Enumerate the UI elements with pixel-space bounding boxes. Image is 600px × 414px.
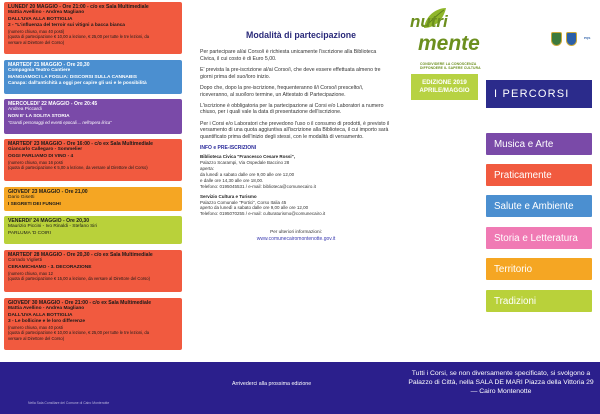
edition-year: EDIZIONE 2019 (422, 79, 467, 86)
event-text: Maurizio Piccini - Ivo Rinaldi - Stefano Siri (8, 224, 98, 230)
participation-section (200, 30, 392, 242)
event-date: MARTEDI' 21 MAGGIO - Ore 20,30 (8, 62, 90, 68)
event-date: VENERDI' 24 MAGGIO - Ore 20,30 (8, 218, 90, 224)
section-title: Modalità di partecipazione (246, 30, 356, 40)
contact-line: Palazzo Comunale "Portici", Corso Italia 45 (200, 199, 287, 205)
event-text: Andrea Piccardi (8, 107, 42, 113)
event-text: (numero chiuso, max 40 posti) (8, 28, 65, 34)
paragraph: L'iscrizione è obbligatoria per la partecipazione ai Corsi e/o Laboratori a numero chiuso, per i quali vale la data di presentazione dell'iscrizione. (200, 102, 384, 116)
event-text: DALL'UVA ALLA BOTTIGLIA (8, 16, 73, 22)
percorso-territorio: Territorio (486, 258, 592, 280)
logo-word-nutri: nutri (410, 12, 448, 31)
event-card (4, 99, 182, 134)
event-text: Canapa: dall'antichità a oggi per capire gli usi e le possibilità (8, 80, 147, 86)
crest-label: PQS (584, 36, 591, 40)
event-text: "Grandi personaggi ed eventi epocali.... nell'opera lirica" (8, 119, 112, 125)
percorso-storia-e-letteratura: Storia e Letteratura (486, 227, 592, 249)
event-text: (numero chiuso, max 16 posti (8, 159, 63, 165)
logo-tagline: CONDIVIDERE LA CONOSCENZA DIFFONDERE IL SAPERE CULTURA (420, 62, 481, 70)
contact-line: e dalle ore 14,30 alle ore 18,00. (200, 177, 264, 183)
percorso-tradizioni: Tradizioni (486, 290, 592, 312)
event-text: NON E' LA SOLITA STORIA (8, 113, 70, 119)
farewell-text: Arrivederci alla prossima edizione (232, 381, 312, 387)
paragraph: Per partecipare al/ai Corso/i è richiesta unicamente l'iscrizione alla Biblioteca Civica, il cui costo è di Euro 5,00. (200, 49, 377, 62)
contact-line: Telefono: 0195070255 / e-mail: culturaturismo@comunecairo.it (200, 211, 326, 217)
event-text: (quota di partecipazione € 5,00 a lezione, da versare al Direttore del Corso) (8, 165, 148, 170)
logo-word-mente: mente (418, 32, 480, 55)
event-card (4, 216, 182, 244)
percorso-musica-e-arte: Musica e Arte (486, 133, 592, 155)
event-text: 2 - "L'influenza del terroir sui vitigni a bacca bianca (8, 22, 125, 28)
event-card (4, 139, 182, 181)
crest-icon (566, 32, 577, 46)
crest-icon (551, 32, 562, 46)
contact-line: Palazzo Scarampi, Via Ospedale Baccino 28 (200, 160, 290, 166)
event-text: (numero chiuso, max 40 posti (8, 324, 63, 330)
percorsi-heading: I PERCORSI (486, 80, 592, 108)
event-text: CERAMICHIAMO - 3. DECORAZIONE (8, 264, 92, 270)
event-text: 3 - Le bollicine e le loro differenze (8, 318, 86, 324)
event-card (4, 250, 182, 292)
event-text: DALL'UVA ALLA BOTTIGLIA (8, 312, 73, 318)
event-text: versare al Direttore del Corso) (8, 335, 65, 341)
contact-line: Telefono: 0195045531 / e-mail: biblioteca@comunecairo.it (200, 183, 316, 189)
event-text: Compagnia Teatro Cantiere (8, 68, 71, 74)
event-date: GIOVEDI' 30 MAGGIO - Ore 21:00 - c/o ex Sala Multimediale (8, 300, 152, 306)
contact-culture-title: Servizio Cultura e Turismo (200, 193, 257, 199)
event-card (4, 2, 182, 54)
event-text: Dario Gisetti (8, 195, 35, 201)
event-text: (quota di partecipazione € 10,00 a lezione, € 25,00 per tutte le tre lezioni, da (8, 34, 150, 40)
info-heading: INFO e PRE-ISCRIZIONI (200, 145, 257, 152)
event-date: MARTEDI' 28 MAGGIO - Ore 20,30 - c/o ex Sala Multimediale (8, 252, 153, 258)
edition-months: APRILE/MAGGIO (419, 86, 470, 94)
event-text: Giancarlo Callegaro - Sommelier (8, 147, 83, 153)
percorso-praticamente: Praticamente (486, 164, 592, 186)
footer-band (0, 362, 600, 414)
event-text: MANGIAMOCI LA FOGLIA: DISCORSI SULLA CANNABIS (8, 74, 137, 80)
event-text: (quota di partecipazione € 15,00 a lezione, da versare al Direttore del Corso) (8, 276, 150, 281)
percorso-salute-e-ambiente: Salute e Ambiente (486, 195, 592, 217)
event-text: PARLUMA 'D COIRI (8, 230, 51, 236)
event-card (4, 298, 182, 350)
event-text: versare al Direttore del Corso) (8, 39, 65, 45)
event-text: Mattia Avellino - Andrea Magliano (8, 306, 85, 312)
footer-small-text: Nella Sala Consiliare del Comune di Cairo Montenotte (28, 401, 110, 405)
contact-line: aperto da lunedì a sabato dalle ore 9,00 alle ore 12,00 (200, 205, 309, 211)
event-card (4, 60, 182, 94)
paragraph: E' prevista la pre-iscrizione al/ai Corso/i, che deve essere effettuata almeno tre giorni prima del suo/loro inizio. (200, 66, 381, 80)
nutrimente-logo (404, 2, 496, 74)
event-text: I SEGRETI DEI FUNGHI (8, 201, 61, 207)
event-text: Mattia Avellino - Andrea Magliano (8, 10, 85, 16)
contact-line: da lunedì a sabato dalle ore 9,00 alle ore 12,00 (200, 171, 295, 177)
contact-line: aperta: (200, 166, 215, 172)
event-date: MARTEDI' 23 MAGGIO - Ore 16:00 - c/o ex Sala Multimediale (8, 141, 154, 147)
event-card (4, 187, 182, 211)
paragraph: Per i Corsi e/o Laboratori che prevedono l'uso o il consumo di prodotti, è previsto il versamento di una quota aggiuntiva all'iscrizione alla Biblioteca, il cui importo sarà quantificato prima dell'inizio degli stessi, con le modalità di versamento. (200, 120, 390, 141)
event-date: MERCOLEDI' 22 MAGGIO - Ore 20:45 (8, 101, 98, 107)
contact-library-title: Biblioteca Civica "Francesco Cesare Rossi", (200, 154, 296, 160)
paragraph: Dopo che, dopo la pre-iscrizione, frequenteranno il/i Corso/i prescelto/i, riceveranno, al suo/loro termine, un Attestato di Partecipazione. (200, 84, 364, 98)
event-text: OGGI PARLIAMO DI VINO - 4 (8, 153, 74, 159)
venue-note: Tutti i Corsi, se non diversamente specificato, si svolgono a Palazzo di Città, nella SALA DE MARI Piazza della Vittoria 29 — Cairo Montenotte (408, 370, 594, 395)
edition-badge (411, 74, 478, 100)
website-link[interactable]: www.comunecairomontenotte.gov.it (256, 236, 336, 243)
event-text: (quota di partecipazione € 10,00 a lezione, € 25,00 per tutte le tre lezioni, da (8, 330, 150, 336)
more-info-label: Per ulteriori informazioni: (270, 229, 322, 235)
event-date: LUNEDI' 20 MAGGIO - Ore 21:00 - c/o ex Sala Multimediale (8, 4, 149, 10)
event-text: Corrado Viglietti (8, 258, 43, 264)
event-text: (numero chiuso, max 12 (8, 270, 53, 276)
event-date: GIOVEDI' 23 MAGGIO - Ore 21,00 (8, 189, 88, 195)
